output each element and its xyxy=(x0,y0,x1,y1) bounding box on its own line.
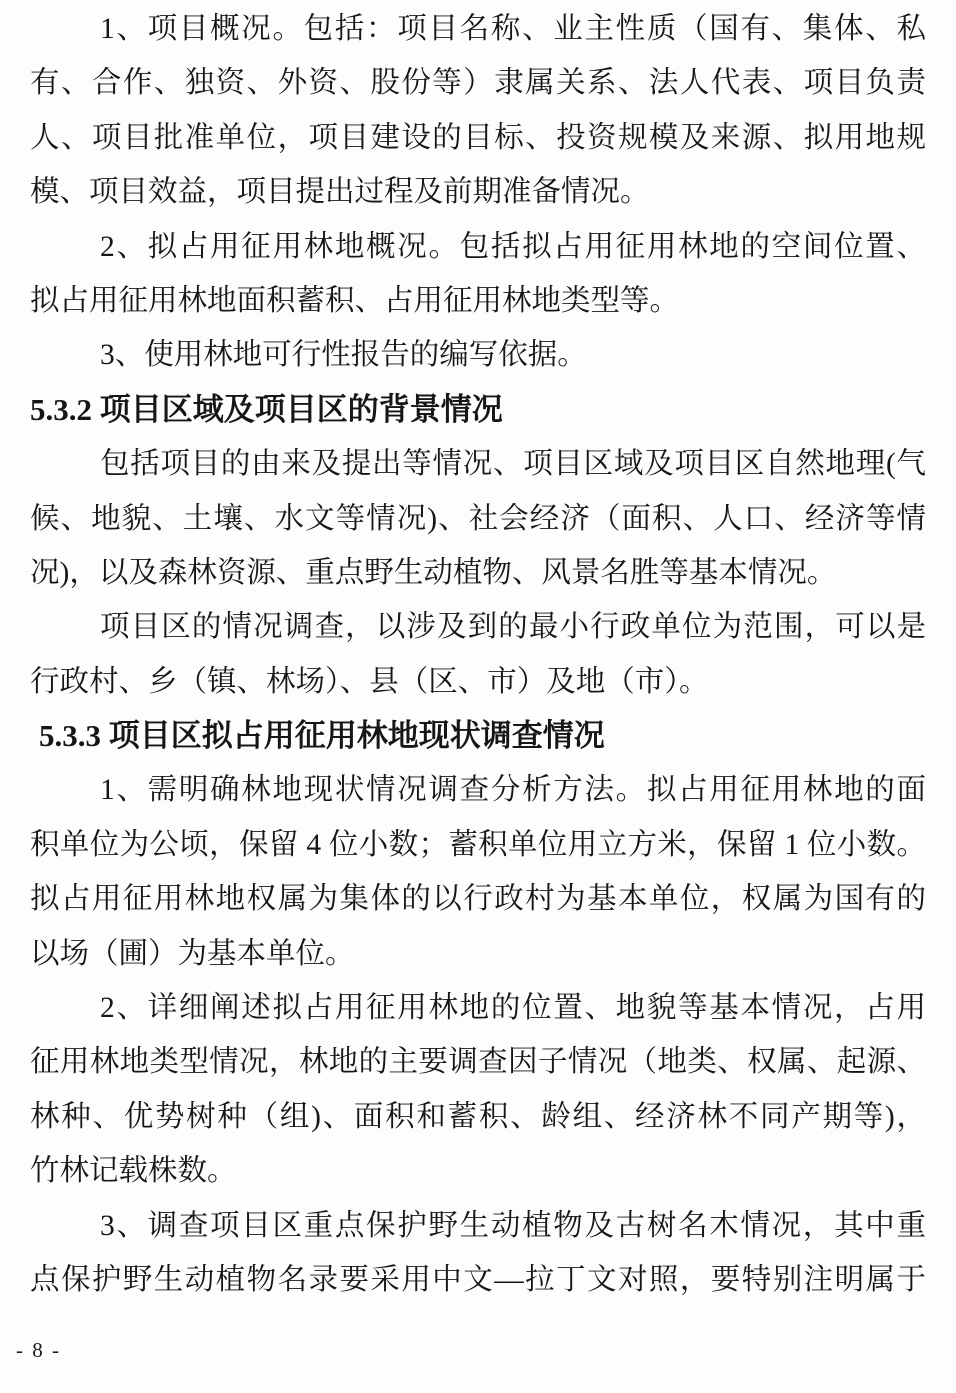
section-heading-5-3-2 xyxy=(30,383,926,437)
text-line: 1、需明确林地现状情况调查分析方法。拟占用征用林地的面 xyxy=(100,774,926,807)
heading-line: 5.3.3 项目区拟占用征用林地现状调查情况 xyxy=(39,718,605,754)
text-line: 林种、优势树种（组)、面积和蓄积、龄组、经济林不同产期等)， xyxy=(30,1100,926,1133)
paragraph-survey-method xyxy=(30,763,926,981)
paragraph-survey-scope xyxy=(30,600,926,709)
page-number: - 8 - xyxy=(16,1338,61,1362)
text-line: 项目区的情况调查，以涉及到的最小行政单位为范围，可以是 xyxy=(100,611,926,644)
text-line: 包括项目的由来及提出等情况、项目区域及项目区自然地理(气 xyxy=(100,448,926,481)
text-line: 况)，以及森林资源、重点野生动植物、风景名胜等基本情况。 xyxy=(30,556,837,589)
text-line: 候、地貌、土壤、水文等情况)、社会经济（面积、人口、经济等情 xyxy=(30,502,926,535)
heading-line: 5.3.2 项目区域及项目区的背景情况 xyxy=(30,391,503,427)
text-line: 点保护野生动植物名录要采用中文—拉丁文对照，要特别注明属于 xyxy=(30,1263,926,1296)
paragraph-report-basis xyxy=(30,328,926,382)
text-line: 行政村、乡（镇、林场）、县（区、市）及地（市）。 xyxy=(30,665,709,698)
page-content xyxy=(30,2,926,1307)
text-line: 模、项目效益，项目提出过程及前期准备情况。 xyxy=(30,176,650,209)
text-line: 2、详细阐述拟占用征用林地的位置、地貌等基本情况，占用 xyxy=(100,992,926,1025)
paragraph-project-overview xyxy=(30,2,926,220)
text-line: 1、项目概况。包括：项目名称、业主性质（国有、集体、私 xyxy=(100,13,926,45)
text-line: 2、拟占用征用林地概况。包括拟占用征用林地的空间位置、 xyxy=(100,230,926,263)
text-line: 人、项目批准单位，项目建设的目标、投资规模及来源、拟用地规 xyxy=(30,121,926,154)
text-line: 3、使用林地可行性报告的编写依据。 xyxy=(100,339,587,372)
text-line: 竹林记载株数。 xyxy=(30,1155,237,1188)
text-line: 以场（圃）为基本单位。 xyxy=(30,937,355,970)
text-line: 有、合作、独资、外资、股份等）隶属关系、法人代表、项目负责 xyxy=(30,67,926,100)
paragraph-land-factors xyxy=(30,981,926,1199)
text-line: 拟占用征用林地权属为集体的以行政村为基本单位，权属为国有的 xyxy=(30,883,926,916)
text-line: 征用林地类型情况，林地的主要调查因子情况（地类、权属、起源、 xyxy=(30,1046,926,1079)
text-line: 拟占用征用林地面积蓄积、占用征用林地类型等。 xyxy=(30,284,680,317)
text-line: 积单位为公顷，保留 4 位小数；蓄积单位用立方米，保留 1 位小数。 xyxy=(30,828,926,861)
text-line: 3、调查项目区重点保护野生动植物及古树名木情况，其中重 xyxy=(100,1209,926,1242)
paragraph-forest-land-overview xyxy=(30,220,926,329)
section-heading-5-3-3 xyxy=(30,709,926,763)
paragraph-wildlife-survey xyxy=(30,1199,926,1308)
paragraph-background-info xyxy=(30,437,926,600)
